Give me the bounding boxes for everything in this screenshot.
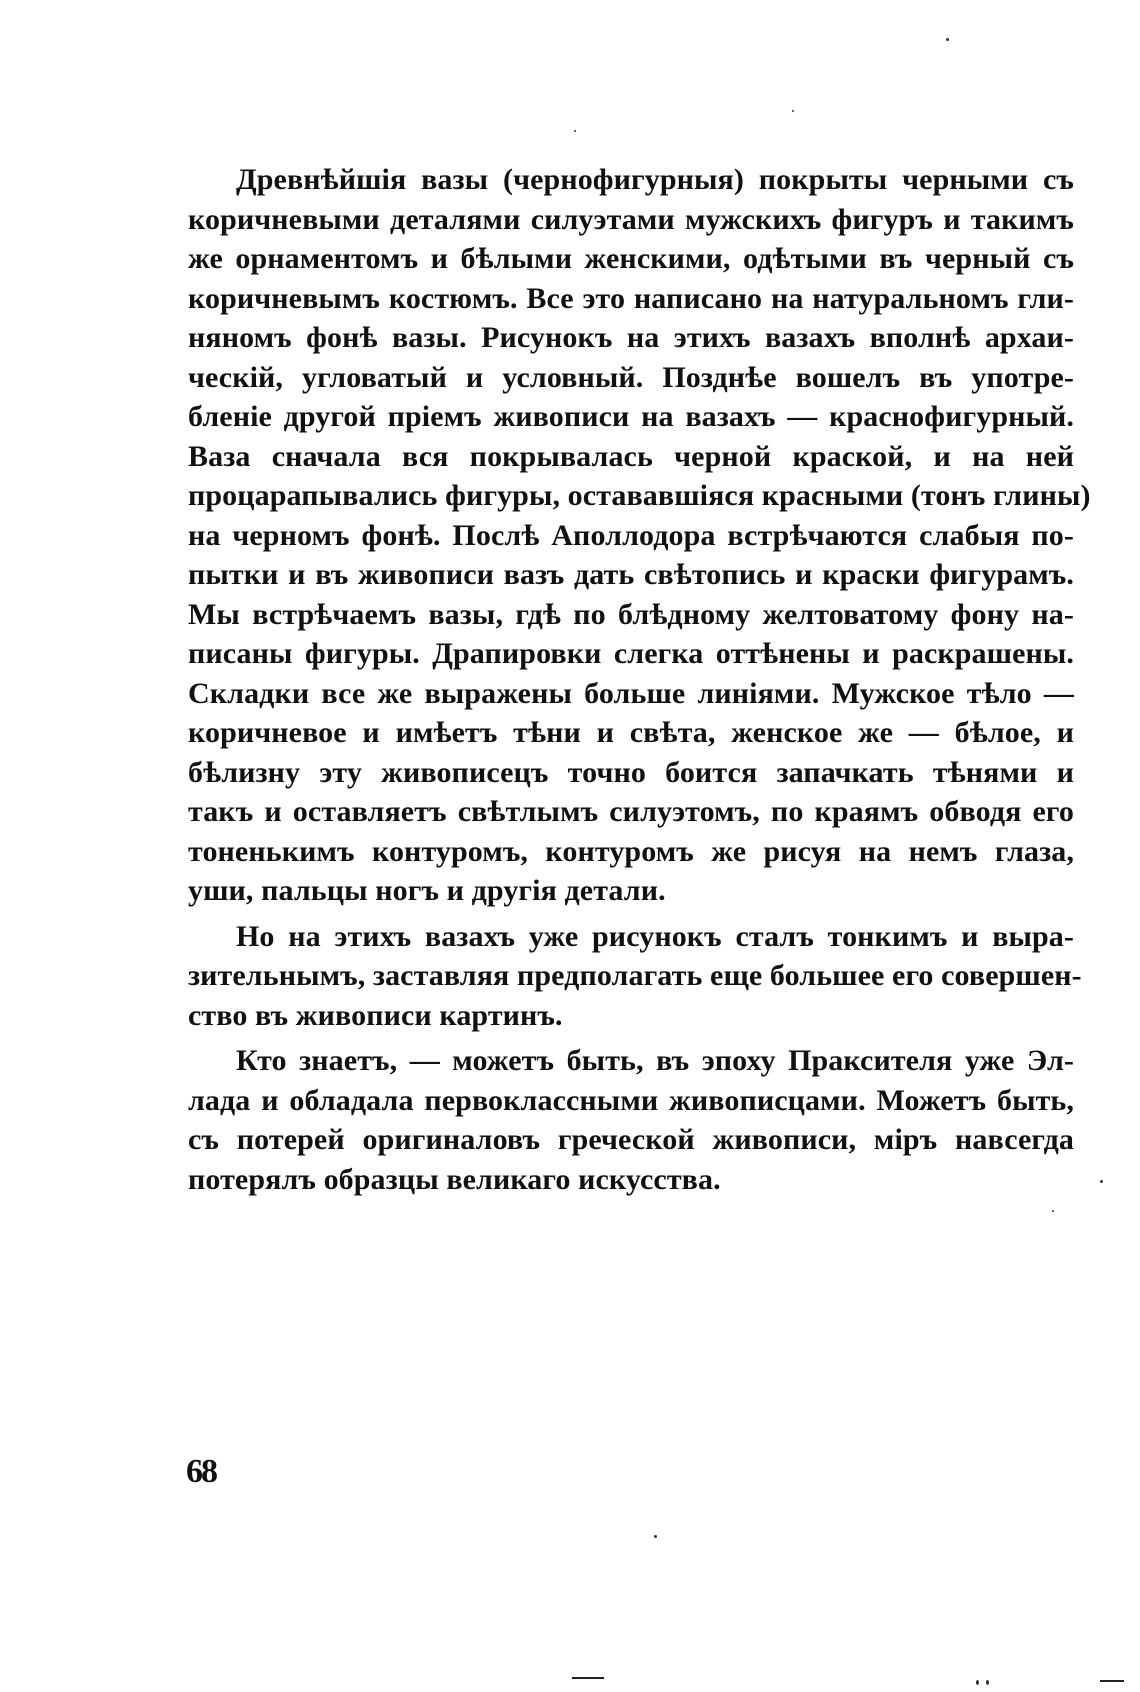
text-line: няномъ фонѣ вазы. Рисунокъ на этихъ вазахъ вполнѣ архаи- xyxy=(188,321,1074,354)
text-line: пытки и въ живописи вазъ дать свѣтопись и краски фигурамъ. xyxy=(188,558,1074,591)
scan-speck xyxy=(1052,1210,1054,1212)
scan-speck xyxy=(792,110,794,112)
text-line: потерялъ образцы великаго искусства. xyxy=(188,1162,721,1196)
text-line: коричневое и имѣетъ тѣни и свѣта, женское же — бѣлое, и xyxy=(188,716,1074,749)
text-line: зительнымъ, заставляя предполагать еще большее его совершен- xyxy=(188,959,1082,992)
text-line: ческій, угловатый и условный. Позднѣе вошелъ въ употре- xyxy=(188,360,1074,394)
text-line: писаны фигуры. Драпировки слегка оттѣнены и раскрашены. xyxy=(188,637,1074,670)
text-line: лада и обладала первоклассными живописцами. Можетъ быть, xyxy=(188,1083,1074,1117)
text-line: уши, пальцы ногъ и другія детали. xyxy=(188,874,666,907)
text-line: ство въ живописи картинъ. xyxy=(188,998,563,1032)
text-line: бленіе другой пріемъ живописи на вазахъ — краснофигурный. xyxy=(188,400,1074,433)
text-line: на черномъ фонѣ. Послѣ Аполлодора встрѣчаются слабыя по- xyxy=(188,518,1074,552)
text-line: Ваза сначала вся покрывалась черной краской, и на ней xyxy=(188,439,1074,473)
paragraph-1 xyxy=(188,160,1091,911)
body-text xyxy=(188,160,1091,1199)
scan-speck xyxy=(986,1680,989,1685)
scan-speck xyxy=(976,1680,979,1685)
scan-speck xyxy=(654,1535,657,1538)
scan-speck xyxy=(946,38,949,41)
text-line: же орнаментомъ и бѣлыми женскими, одѣтыми въ черный съ xyxy=(188,242,1074,275)
text-line: такъ и оставляетъ свѣтлымъ силуэтомъ, по краямъ обводя его xyxy=(188,795,1074,828)
text-line: Но на этихъ вазахъ уже рисунокъ сталъ тонкимъ и выра- xyxy=(236,919,1074,953)
scan-speck xyxy=(574,130,576,132)
scan-mark xyxy=(1100,1680,1124,1682)
text-line: Складки все же выражены больше линіями. Мужское тѣло — xyxy=(188,676,1074,710)
text-line: бѣлизну эту живописецъ точно боится запачкать тѣнями и xyxy=(188,755,1074,789)
text-line: Кто знаетъ, — можетъ быть, въ эпоху Праксителя уже Эл- xyxy=(236,1044,1074,1077)
paragraph-2 xyxy=(188,917,1082,1036)
text-line: съ потерей оригиналовъ греческой живописи, міръ навсегда xyxy=(188,1123,1074,1156)
scan-speck xyxy=(1100,1180,1103,1183)
scan-mark xyxy=(572,1677,604,1679)
text-line: Мы встрѣчаемъ вазы, гдѣ по блѣдному желтоватому фону на- xyxy=(188,597,1074,631)
text-line: коричневыми деталями силуэтами мужскихъ фигуръ и такимъ xyxy=(188,202,1074,236)
paragraph-3 xyxy=(188,1041,1074,1199)
page-number: 68 xyxy=(186,1453,216,1490)
text-line: Древнѣйшія вазы (чернофигурныя) покрыты черными съ xyxy=(236,163,1074,196)
text-line: коричневымъ костюмъ. Все это написано на натуральномъ гли- xyxy=(188,281,1074,315)
text-line: процарапывались фигуры, остававшіяся красными (тонъ глины) xyxy=(188,479,1091,512)
text-line: тоненькимъ контуромъ, контуромъ же рисуя на немъ глаза, xyxy=(188,834,1074,868)
